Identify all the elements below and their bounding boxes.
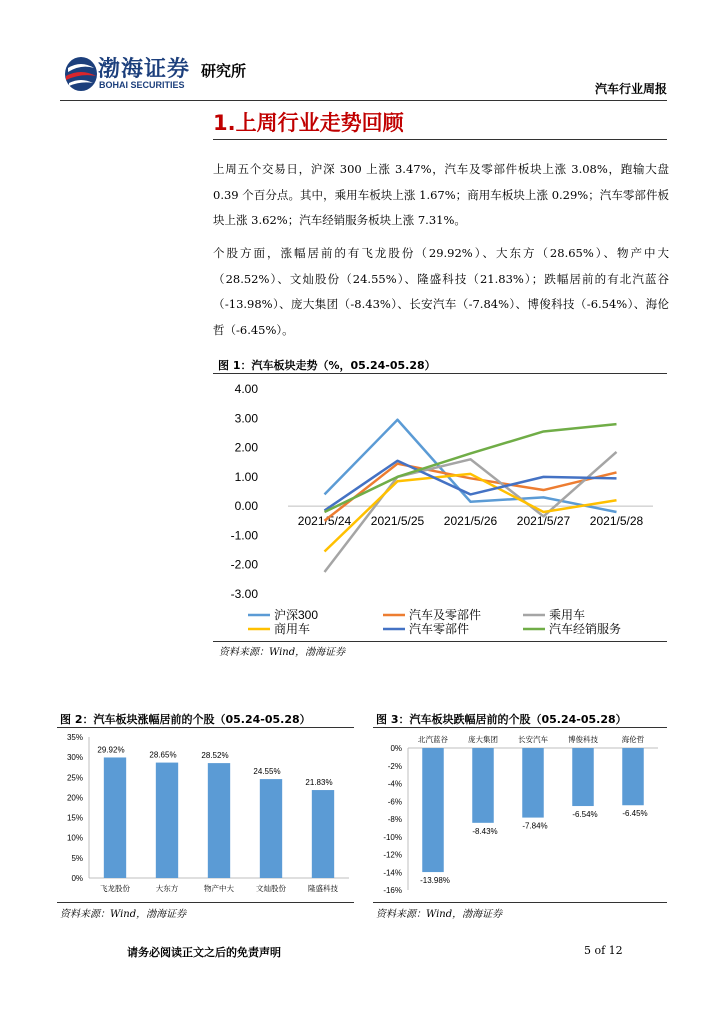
category-label: 海伦哲 bbox=[621, 735, 645, 744]
top-gainers-bar-chart bbox=[57, 729, 354, 901]
figure2-source: 资料来源：Wind，渤海证券 bbox=[60, 909, 187, 920]
y-tick-label: -1.00 bbox=[230, 528, 258, 543]
figure1-source: 资料来源：Wind，渤海证券 bbox=[219, 647, 346, 658]
category-label: 文灿股份 bbox=[256, 884, 286, 893]
series-line bbox=[325, 420, 617, 512]
y-tick-label: 25% bbox=[66, 773, 83, 783]
data-label: 24.55% bbox=[253, 767, 281, 777]
data-label: -13.98% bbox=[420, 876, 450, 886]
y-tick-label: 5% bbox=[71, 853, 83, 863]
category-label: 北汽蓝谷 bbox=[418, 735, 448, 744]
institute-label: 研究所 bbox=[201, 62, 247, 80]
bar bbox=[622, 748, 644, 805]
data-label: -6.54% bbox=[572, 810, 598, 820]
data-label: 29.92% bbox=[97, 745, 125, 755]
x-tick-label: 2021/5/27 bbox=[516, 514, 571, 529]
y-tick-label: -2.00 bbox=[230, 557, 258, 572]
bar bbox=[104, 757, 126, 878]
top-losers-bar-chart bbox=[373, 729, 667, 901]
y-tick-label: -3.00 bbox=[230, 587, 258, 601]
y-tick-label: -2% bbox=[387, 761, 402, 771]
figure1-title: 图 1：汽车板块走势（%，05.24-05.28） bbox=[218, 359, 436, 372]
section-title: 1.上周行业走势回顾 bbox=[213, 111, 404, 135]
y-tick-label: 0% bbox=[390, 744, 402, 753]
figure2-bottom-rule bbox=[57, 902, 354, 903]
series-line bbox=[325, 452, 617, 572]
legend-label: 汽车零部件 bbox=[409, 622, 470, 636]
x-tick-label: 2021/5/25 bbox=[370, 514, 425, 529]
figure3-title: 图 3：汽车板块跌幅居前的个股（05.24-05.28） bbox=[376, 713, 627, 726]
y-tick-label: 35% bbox=[66, 733, 83, 742]
report-type: 汽车行业周报 bbox=[594, 82, 667, 96]
category-label: 庞大集团 bbox=[468, 735, 498, 744]
y-tick-label: -16% bbox=[383, 886, 402, 895]
y-tick-label: -12% bbox=[383, 850, 402, 860]
figure3-bottom-rule bbox=[373, 902, 667, 903]
x-tick-label: 2021/5/26 bbox=[443, 514, 498, 529]
page-number: 5 of 12 bbox=[584, 944, 623, 957]
legend-label: 汽车经销服务 bbox=[549, 622, 622, 636]
bar bbox=[572, 748, 594, 806]
category-label: 物产中大 bbox=[204, 884, 234, 893]
figure1-top-rule bbox=[213, 373, 667, 374]
x-tick-label: 2021/5/28 bbox=[589, 514, 644, 529]
y-tick-label: 0.00 bbox=[234, 499, 258, 514]
legend-label: 汽车及零部件 bbox=[409, 608, 482, 622]
series-line bbox=[325, 424, 617, 512]
y-tick-label: -14% bbox=[383, 868, 402, 878]
legend-label: 商用车 bbox=[274, 622, 311, 636]
bar bbox=[208, 763, 230, 878]
category-label: 大东方 bbox=[155, 884, 179, 893]
y-tick-label: 30% bbox=[66, 753, 83, 763]
y-tick-label: -6% bbox=[387, 797, 402, 807]
bar bbox=[422, 748, 444, 872]
y-tick-label: 10% bbox=[66, 833, 83, 843]
y-tick-label: -4% bbox=[387, 779, 402, 789]
y-tick-label: 15% bbox=[66, 813, 83, 823]
bar bbox=[260, 779, 282, 878]
company-name-en: BOHAI SECURITIES bbox=[99, 80, 185, 90]
figure2-top-rule bbox=[57, 727, 354, 728]
y-tick-label: 20% bbox=[66, 793, 83, 803]
y-tick-label: 3.00 bbox=[234, 411, 258, 426]
y-tick-label: -8% bbox=[387, 815, 402, 824]
category-label: 长安汽车 bbox=[518, 735, 548, 744]
figure1-bottom-rule bbox=[213, 641, 667, 642]
y-tick-label: 2.00 bbox=[234, 440, 258, 455]
category-label: 隆盛科技 bbox=[308, 884, 338, 893]
company-name-cn: 渤海证券 bbox=[98, 56, 191, 82]
data-label: -8.43% bbox=[472, 826, 498, 836]
header-divider bbox=[60, 100, 667, 101]
x-tick-label: 2021/5/24 bbox=[297, 514, 352, 529]
figure3-source: 资料来源：Wind，渤海证券 bbox=[376, 909, 503, 920]
bar bbox=[312, 790, 334, 878]
figure3-top-rule bbox=[373, 727, 667, 728]
category-label: 飞龙股份 bbox=[100, 884, 130, 893]
y-tick-label: -10% bbox=[383, 832, 402, 842]
y-tick-label: 0% bbox=[71, 874, 83, 883]
bar bbox=[472, 748, 494, 823]
legend-label: 沪深300 bbox=[274, 608, 319, 622]
paragraph-stock-review: 个股方面，涨幅居前的有飞龙股份（29.92%）、大东方（28.65%）、物产中大（28.52%）、文灿股份（24.55%）、隆盛科技（21.83%）；跌幅居前的有北汽蓝谷（-13.98%）、庞大集团（-8.43%）、长安汽车（-7.84%）、博俊科技（-6.54%）、海伦哲（-6.45%）。 bbox=[213, 246, 669, 337]
legend-label: 乘用车 bbox=[549, 608, 586, 622]
category-label: 博俊科技 bbox=[568, 735, 598, 744]
section-divider bbox=[213, 139, 667, 140]
bar bbox=[156, 763, 178, 878]
y-tick-label: 4.00 bbox=[234, 382, 258, 396]
figure2-title: 图 2：汽车板块涨幅居前的个股（05.24-05.28） bbox=[60, 713, 311, 726]
bar bbox=[522, 748, 544, 818]
footer-disclaimer: 请务必阅读正文之后的免责声明 bbox=[127, 946, 281, 959]
data-label: 21.83% bbox=[305, 778, 333, 788]
sector-trend-line-chart bbox=[213, 375, 667, 640]
data-label: 28.52% bbox=[201, 751, 229, 761]
data-label: 28.65% bbox=[149, 750, 177, 760]
y-tick-label: 1.00 bbox=[234, 469, 258, 484]
bohai-logo-emblem bbox=[64, 56, 98, 92]
paragraph-market-review: 上周五个交易日，沪深 300 上涨 3.47%，汽车及零部件板块上涨 3.08%，跑输大盘 0.39 个百分点。其中，乘用车板块上涨 1.67%；商用车板块上涨 0.29%；汽车零部件板块上涨 3.62%；汽车经销服务板块上涨 7.31%。 bbox=[213, 162, 669, 227]
data-label: -7.84% bbox=[522, 821, 548, 831]
data-label: -6.45% bbox=[622, 809, 648, 819]
